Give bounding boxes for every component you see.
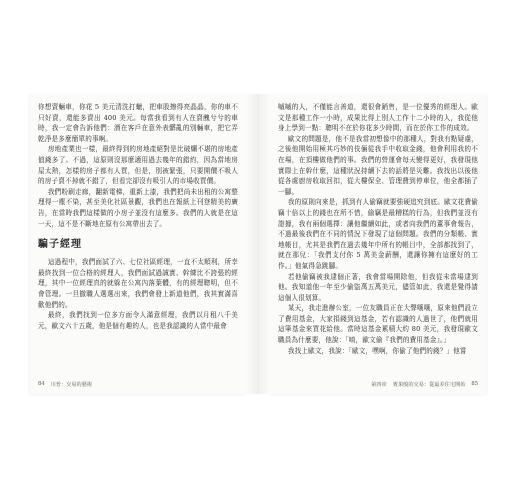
paragraph: 歐文的問題是，他不是我當初想像中的那種人，對我有點疑慮，之後他開始用極其巧妙的伎倆從我手中收取金錢，他會利用我的不在場，在頂樓做他們的事。我們的營運會每天變得更好，我發現他實際上在幹什麼，這種狀況持續下去的話將是災難。我找出以後他從各處廚房收取回扣，從大樓保全、管理費到停車位，他全都插了一腳。 xyxy=(278,134,478,196)
right-page-body xyxy=(278,102,478,356)
right-page xyxy=(270,94,486,394)
paragraph: 這過程中，我們面試了六、七位社區經理，一直不太順利，所幸最終找到一位合格的經理人，我們面試過誠實、幹練比不誇張的經理，其中一位經理真的就躲在公寓內落葉體，有的經理聰明，但不會管理。一旦撤職人選選出來，我們會發上新道他們，我其實滿喜歡他們的。 xyxy=(38,258,238,309)
paragraph: 最終，我們找到一位多方面令人滿意經理，我們以月租八千美元，歐文六十五歲，他是個有趣的人，也是我認識的人當中最會 xyxy=(38,311,238,330)
paragraph: 我找上歐文，我說：「歐文，嘿啊，你偷了他們的錢？」他嘗 xyxy=(287,346,467,355)
paragraph: 某天，我走進辦公室，一位友職員正在大聲嚷嚷，原來他們設立了費用基金，大家捐錢到這基金，若有認識的人過世了，他們就用這筆基金來買花給他。當時這基金累積大約 80 美元，我發現歐文職員為什麼要，他說：「唷，歐文偷『我們的費用基金』。」 xyxy=(278,304,478,345)
paragraph: 我的原則向來是，抓到有人偷竊就要強硬追究到底。歐文花費偷竊十倍以上的錢也在所不惜，偷竊是最糟糕的行為，但我們並沒有證據，我有兩個選擇：讓他繼續如此，或者向我們的董事會報告，不過最後我們在不同的情況下發現了這個問題。我們的分類帳、實地帳目，尤其是我們在過去幾年中所有的帳目中，全部都找到了，就在那兒：「我們支付你 5 萬美金薪酬，還讓你擁有這麼好的工作。」他氣得急跳腳。 xyxy=(278,198,478,270)
section-heading: 騙子經理 xyxy=(38,239,82,251)
left-page xyxy=(30,94,246,394)
chapter-label: 第四章 xyxy=(371,382,387,388)
running-title: 川普：交易的藝術 xyxy=(50,382,93,388)
running-title: 賓果般的交易：從最差住宅開始 xyxy=(392,382,466,388)
paragraph: 你想賣輛車，你花 5 美元清洗打蠟，把車股擦得亮晶晶，你的車不只好賣，還能多賣出 400 美元。每當我看到有人在賣醜兮兮的車時，我一定會告訴他們：潛在客戶在意外表髒亂的別輛車，把它弄乾淨是多麼簡單的事啊。 xyxy=(38,103,238,143)
page-number: 85 xyxy=(471,381,478,387)
paragraph: 我們粉刷走廊，翻新電梯，重新上漆，我們把尚未出租的公寓整理得一塵不染，甚至美化社區景觀，我們也在報紙上刊登精美的廣告，在當時我們這樣做的小房子並沒有這麼多。我們的人就是在這一天，這不是不斷地在原有公寓帶出去了。 xyxy=(38,187,238,228)
book-gutter xyxy=(246,94,270,394)
paragraph: 嘁嘁的人，不僅能言善道，還很會銷售，是一位優秀的經理人。歐文是那種工作一小時，成果比得上別人工作十二小時的人，我從他身上學到一點：聰明不在於你花多少時間，而在於你工作的成效。 xyxy=(278,103,478,133)
paragraph: 若他偷竊被我逮個正著，我會當場開除他，但我從未當場逮到他。我知道他一年至少偷盜萬五萬美元，儘管如此，我還是覺得請這個人很划算。 xyxy=(278,272,478,302)
left-page-body xyxy=(38,102,238,331)
page-number: 84 xyxy=(38,381,45,387)
right-page-footer xyxy=(278,381,478,388)
left-page-footer xyxy=(38,381,238,388)
paragraph: 房地產業也一樣，最終得到的房地產絕對是比破爛不堪的房地產值錢多了。不過，這原則沒那麼適用過去幾年的錯約，因為當地房屋太熱，怎樣的房子都有人買，但是，別被緊張，只要開價不吸人的房子賣不掉就不錯了，但看完卻沒有吸引人的市場收買價。 xyxy=(38,145,238,186)
